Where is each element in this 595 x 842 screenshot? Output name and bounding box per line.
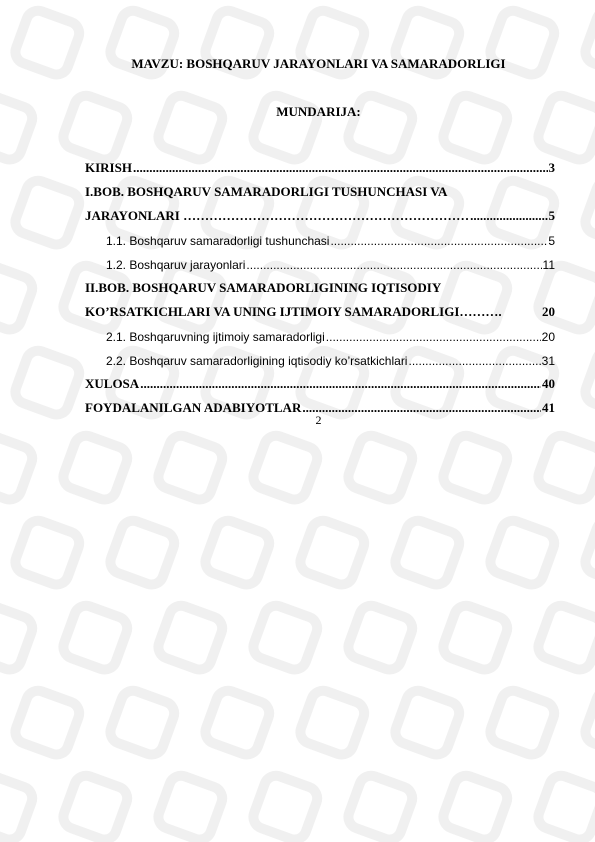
- toc-entry-xulosa[interactable]: [85, 368, 555, 392]
- watermark-shape: [392, 687, 462, 757]
- toc-entry-1-2[interactable]: [85, 248, 555, 272]
- toc-entry-page: 20: [542, 304, 555, 319]
- toc-entry-chapter-2-cont[interactable]: [85, 296, 555, 320]
- toc-entry-page: 3: [548, 160, 555, 175]
- watermark-shape: [345, 602, 415, 672]
- toc-entry-1-1[interactable]: [85, 224, 555, 248]
- watermark-shape: [155, 602, 225, 672]
- watermark-shape: [440, 432, 510, 502]
- toc-leader-dots: [246, 258, 541, 272]
- watermark-shape: [440, 602, 510, 672]
- watermark-shape: [0, 602, 36, 672]
- toc-entry-page: 5: [548, 234, 555, 248]
- toc-entry-text: KIRISH: [85, 160, 132, 175]
- watermark-shape: [202, 517, 272, 587]
- toc-entry-page: 11: [542, 258, 555, 272]
- contents-heading: MUNDARIJA:: [276, 104, 361, 119]
- toc-entry-text: 1.2. Boshqaruv jarayonlari: [106, 258, 246, 272]
- watermark-shape: [0, 772, 36, 842]
- toc-entry-text: II.BOB. BOSHQARUV SAMARADORLIGINING IQTISODIY: [85, 280, 442, 295]
- toc-entry-page: 31: [541, 354, 555, 368]
- toc-entry-chapter-2[interactable]: [85, 272, 555, 296]
- watermark-shape: [60, 772, 130, 842]
- page-number: 2: [315, 413, 322, 427]
- watermark-shape: [535, 432, 595, 502]
- watermark-shape: [345, 772, 415, 842]
- watermark-shape: [535, 772, 595, 842]
- watermark-shape: [582, 177, 595, 247]
- watermark-shape: [535, 602, 595, 672]
- toc-entry-text: JARAYONLARI …………………………………………………………: [85, 208, 470, 223]
- toc-leader-dots: [326, 330, 541, 344]
- watermark-shape: [12, 687, 82, 757]
- toc-leader-dots: [470, 208, 547, 224]
- watermark-shape: [440, 772, 510, 842]
- watermark-shape: [155, 772, 225, 842]
- watermark-shape: [0, 92, 36, 162]
- toc-entry-2-2[interactable]: [85, 344, 555, 368]
- toc-entry-page: 41: [542, 400, 555, 415]
- toc-entry-text: 1.1. Boshqaruv samaradorligi tushunchasi: [106, 234, 330, 248]
- toc-entry-page: 5: [548, 208, 555, 223]
- watermark-shape: [250, 772, 320, 842]
- watermark-shape: [250, 432, 320, 502]
- toc-entry-text: 2.2. Boshqaruv samaradorligining iqtisodiy ko’rsatkichlari: [106, 354, 408, 368]
- document-title: MAVZU: BOSHQARUV JARAYONLARI VA SAMARADORLIGI: [131, 56, 506, 71]
- toc-entry-text: KO’RSATKICHLARI VA UNING IJTIMOIY SAMARADORLIGI……….: [85, 304, 502, 319]
- watermark-shape: [107, 687, 177, 757]
- watermark-shape: [487, 687, 557, 757]
- watermark-shape: [12, 347, 82, 417]
- toc-entry-text: I.BOB. BOSHQARUV SAMARADORLIGI TUSHUNCHASI VA: [85, 184, 448, 199]
- watermark-shape: [107, 517, 177, 587]
- watermark-shape: [345, 432, 415, 502]
- toc-leader-dots: [133, 160, 548, 176]
- watermark-shape: [582, 687, 595, 757]
- toc-entry-text: XULOSA: [85, 376, 140, 391]
- watermark-shape: [582, 517, 595, 587]
- toc-entry-kirish[interactable]: [85, 152, 555, 176]
- toc-leader-dots: [140, 376, 541, 392]
- watermark-shape: [582, 347, 595, 417]
- watermark-shape: [250, 602, 320, 672]
- toc-entry-chapter-1-cont[interactable]: [85, 200, 555, 224]
- toc-entry-page: 20: [541, 330, 555, 344]
- table-of-contents: [85, 152, 555, 416]
- toc-entry-chapter-1[interactable]: [85, 176, 555, 200]
- toc-leader-dots: [408, 354, 540, 368]
- watermark-shape: [60, 602, 130, 672]
- watermark-shape: [297, 687, 367, 757]
- watermark-shape: [155, 432, 225, 502]
- watermark-shape: [12, 177, 82, 247]
- toc-entry-text: FOYDALANILGAN ADABIYOTLAR: [85, 400, 302, 415]
- watermark-shape: [487, 517, 557, 587]
- watermark-shape: [0, 432, 36, 502]
- toc-entry-page: 40: [542, 376, 555, 391]
- watermark-shape: [0, 262, 36, 332]
- toc-entry-text: 2.1. Boshqaruvning ijtimoiy samaradorligi: [106, 330, 325, 344]
- watermark-shape: [202, 687, 272, 757]
- toc-entry-2-1[interactable]: [85, 320, 555, 344]
- watermark-shape: [297, 517, 367, 587]
- watermark-shape: [60, 432, 130, 502]
- watermark-shape: [392, 517, 462, 587]
- watermark-shape: [12, 517, 82, 587]
- toc-leader-dots: [330, 234, 547, 248]
